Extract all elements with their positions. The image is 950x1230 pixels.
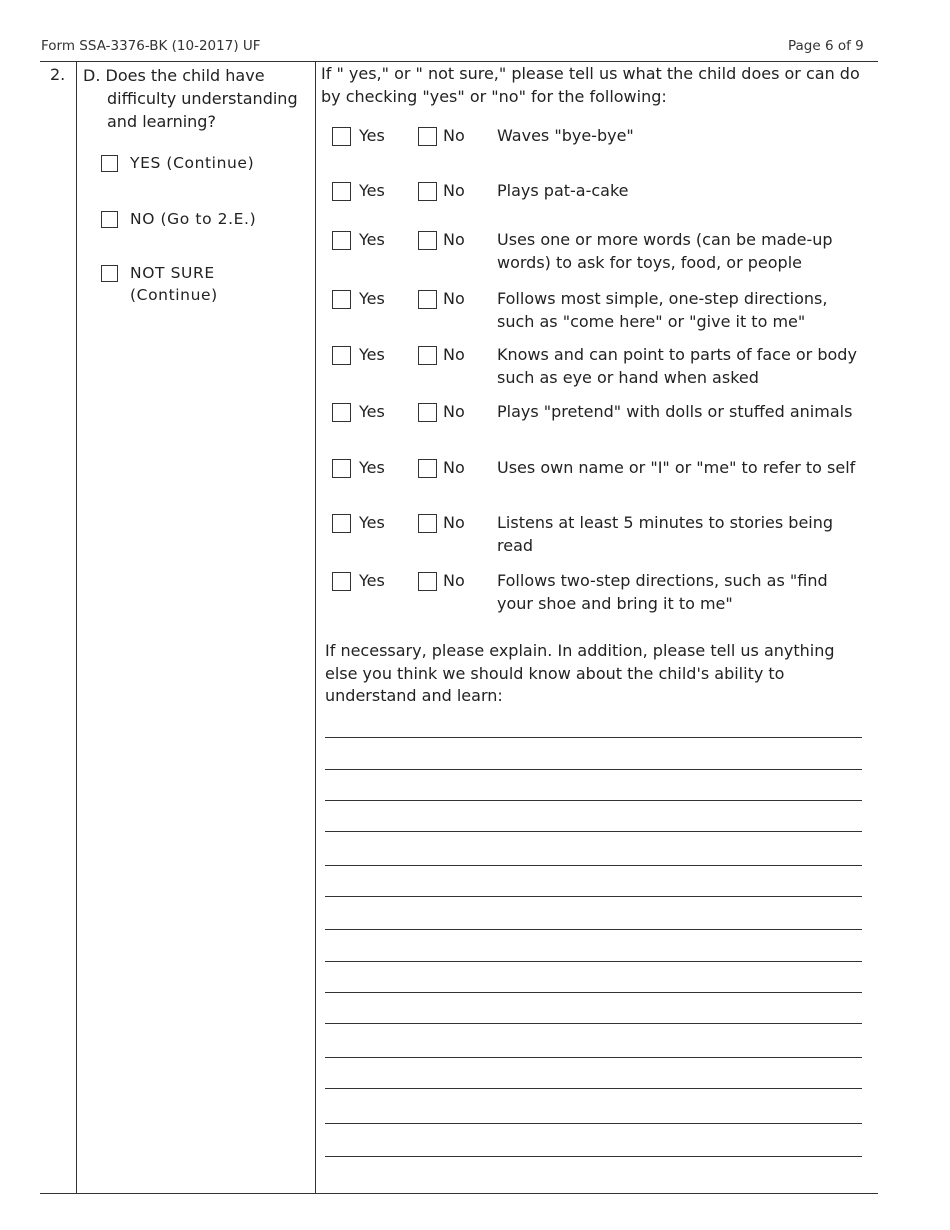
yes-checkbox[interactable] [332, 403, 351, 422]
question-number: 2. [50, 65, 66, 84]
item-text: Follows most simple, one-step directions, such as "come here" or "give it to me" [497, 289, 828, 331]
bottom-rule [40, 1193, 878, 1194]
yes-checkbox[interactable] [332, 127, 351, 146]
no-checkbox[interactable] [418, 290, 437, 309]
item-text: Knows and can point to parts of face or body such as eye or hand when asked [497, 345, 857, 387]
yes-label: Yes [359, 289, 385, 308]
yes-checkbox[interactable] [332, 572, 351, 591]
yes-label: Yes [359, 571, 385, 590]
no-checkbox[interactable] [418, 182, 437, 201]
explain-prompt: If necessary, please explain. In addition, please tell us anything else you think we should know about the child's ability to understand and learn: [325, 641, 835, 705]
question-label-rest: difficulty understanding and learning? [107, 89, 298, 131]
yes-checkbox[interactable] [332, 514, 351, 533]
yes-label: Yes [359, 458, 385, 477]
writing-line[interactable] [325, 831, 862, 832]
yes-checkbox[interactable] [332, 231, 351, 250]
item-text: Waves "bye-bye" [497, 126, 634, 145]
yes-checkbox[interactable] [332, 290, 351, 309]
writing-line[interactable] [325, 896, 862, 897]
item-text: Plays pat-a-cake [497, 181, 629, 200]
question-label-line1: D. Does the child have [83, 66, 265, 85]
option-not-sure-checkbox[interactable] [101, 265, 118, 282]
page-number: Page 6 of 9 [788, 38, 864, 54]
writing-line[interactable] [325, 1123, 862, 1124]
item-text: Plays "pretend" with dolls or stuffed animals [497, 402, 853, 421]
yes-checkbox[interactable] [332, 182, 351, 201]
writing-line[interactable] [325, 1088, 862, 1089]
writing-line[interactable] [325, 1057, 862, 1058]
writing-line[interactable] [325, 992, 862, 993]
no-label: No [443, 402, 465, 421]
item-text: Follows two-step directions, such as "find your shoe and bring it to me" [497, 571, 828, 613]
yes-checkbox[interactable] [332, 346, 351, 365]
writing-line[interactable] [325, 1156, 862, 1157]
no-label: No [443, 289, 465, 308]
column-divider-main [315, 62, 316, 1193]
option-not-sure[interactable] [101, 262, 260, 306]
option-yes-label: YES (Continue) [130, 154, 255, 172]
option-no-label: NO (Go to 2.E.) [130, 210, 257, 228]
option-no[interactable] [101, 208, 260, 230]
writing-line[interactable] [325, 769, 862, 770]
no-checkbox[interactable] [418, 127, 437, 146]
no-label: No [443, 181, 465, 200]
item-text: Uses one or more words (can be made-up words) to ask for toys, food, or people [497, 230, 833, 272]
form-id: Form SSA-3376-BK (10-2017) UF [41, 38, 261, 54]
no-label: No [443, 345, 465, 364]
no-label: No [443, 126, 465, 145]
option-yes[interactable] [101, 152, 260, 174]
writing-line[interactable] [325, 1023, 862, 1024]
writing-line[interactable] [325, 737, 862, 738]
writing-line[interactable] [325, 929, 862, 930]
instructions: If " yes," or " not sure," please tell us what the child does or can do by checking "yes" or "no" for the following: [321, 64, 860, 106]
item-text: Uses own name or "I" or "me" to refer to self [497, 458, 856, 477]
no-label: No [443, 458, 465, 477]
yes-label: Yes [359, 230, 385, 249]
yes-label: Yes [359, 181, 385, 200]
column-divider-number [76, 62, 77, 1193]
option-no-checkbox[interactable] [101, 211, 118, 228]
no-checkbox[interactable] [418, 346, 437, 365]
yes-label: Yes [359, 402, 385, 421]
option-not-sure-label: NOT SURE (Continue) [130, 264, 218, 304]
writing-line[interactable] [325, 800, 862, 801]
option-yes-checkbox[interactable] [101, 155, 118, 172]
no-checkbox[interactable] [418, 403, 437, 422]
writing-line[interactable] [325, 961, 862, 962]
top-rule [40, 61, 878, 62]
yes-label: Yes [359, 126, 385, 145]
no-label: No [443, 571, 465, 590]
no-label: No [443, 513, 465, 532]
yes-label: Yes [359, 345, 385, 364]
question-label [83, 64, 308, 133]
writing-line[interactable] [325, 865, 862, 866]
no-label: No [443, 230, 465, 249]
yes-label: Yes [359, 513, 385, 532]
yes-checkbox[interactable] [332, 459, 351, 478]
no-checkbox[interactable] [418, 572, 437, 591]
item-text: Listens at least 5 minutes to stories being read [497, 513, 834, 555]
no-checkbox[interactable] [418, 459, 437, 478]
no-checkbox[interactable] [418, 231, 437, 250]
no-checkbox[interactable] [418, 514, 437, 533]
